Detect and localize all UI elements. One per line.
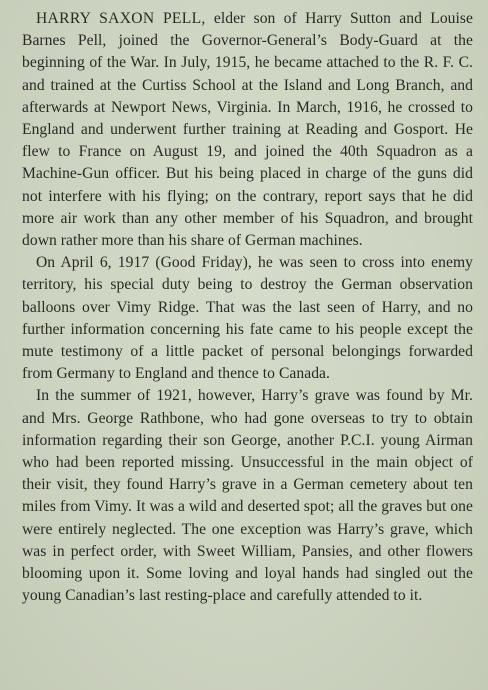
- paragraph-text: elder son of Harry Sutton and Louise Barnes Pell, joined the Governor-General’s Body-Guard at the beginning of the War. In July, 1915, he became attached to the R. F. C. and trained at the Curtiss School at the Island and Long Branch, and afterwards at Newport News, Virginia. In March, 1916, he crossed to England and underwent further training at Reading and Gosport. He flew to France on August 19, and joined the 40th Squadron as a Machine-Gun officer. But his being placed in charge of the guns did not interfere with his flying; on the contrary, report says that he did more air work than any other member of his Squadron, and brought down rather more than his share of German machines.: [22, 10, 473, 250]
- paragraph-disappearance: [22, 252, 473, 385]
- subject-name: HARRY SAXON PELL,: [36, 10, 206, 27]
- paragraph-text: In the summer of 1921, however, Harry’s grave was found by Mr. and Mrs. George Rathbone, who had gone overseas to try to obtain information regarding their son George, another P.C.I. young Airman who had been reported missing. Unsuccessful in the main object of their visit, they found Harry’s grave in a German cemetery about ten miles from Vimy. It was a wild and deserted spot; all the graves but one were entirely neglected. The one exception was Harry’s grave, which was in perfect order, with Sweet William, Pansies, and other flowers blooming upon it. Some loving and loyal hands had singled out the young Canadian’s last resting-place and carefully attended to it.: [22, 387, 473, 605]
- paragraph-text: On April 6, 1917 (Good Friday), he was seen to cross into enemy territory, his special duty being to destroy the German observation balloons over Vimy Ridge. That was the last seen of Harry, and no further information concerning his fate came to his people except the mute testimony of a little packet of personal belongings forwarded from Germany to England and thence to Canada.: [22, 254, 473, 383]
- paragraph-biography: [22, 8, 473, 252]
- paragraph-grave-found: [22, 385, 473, 607]
